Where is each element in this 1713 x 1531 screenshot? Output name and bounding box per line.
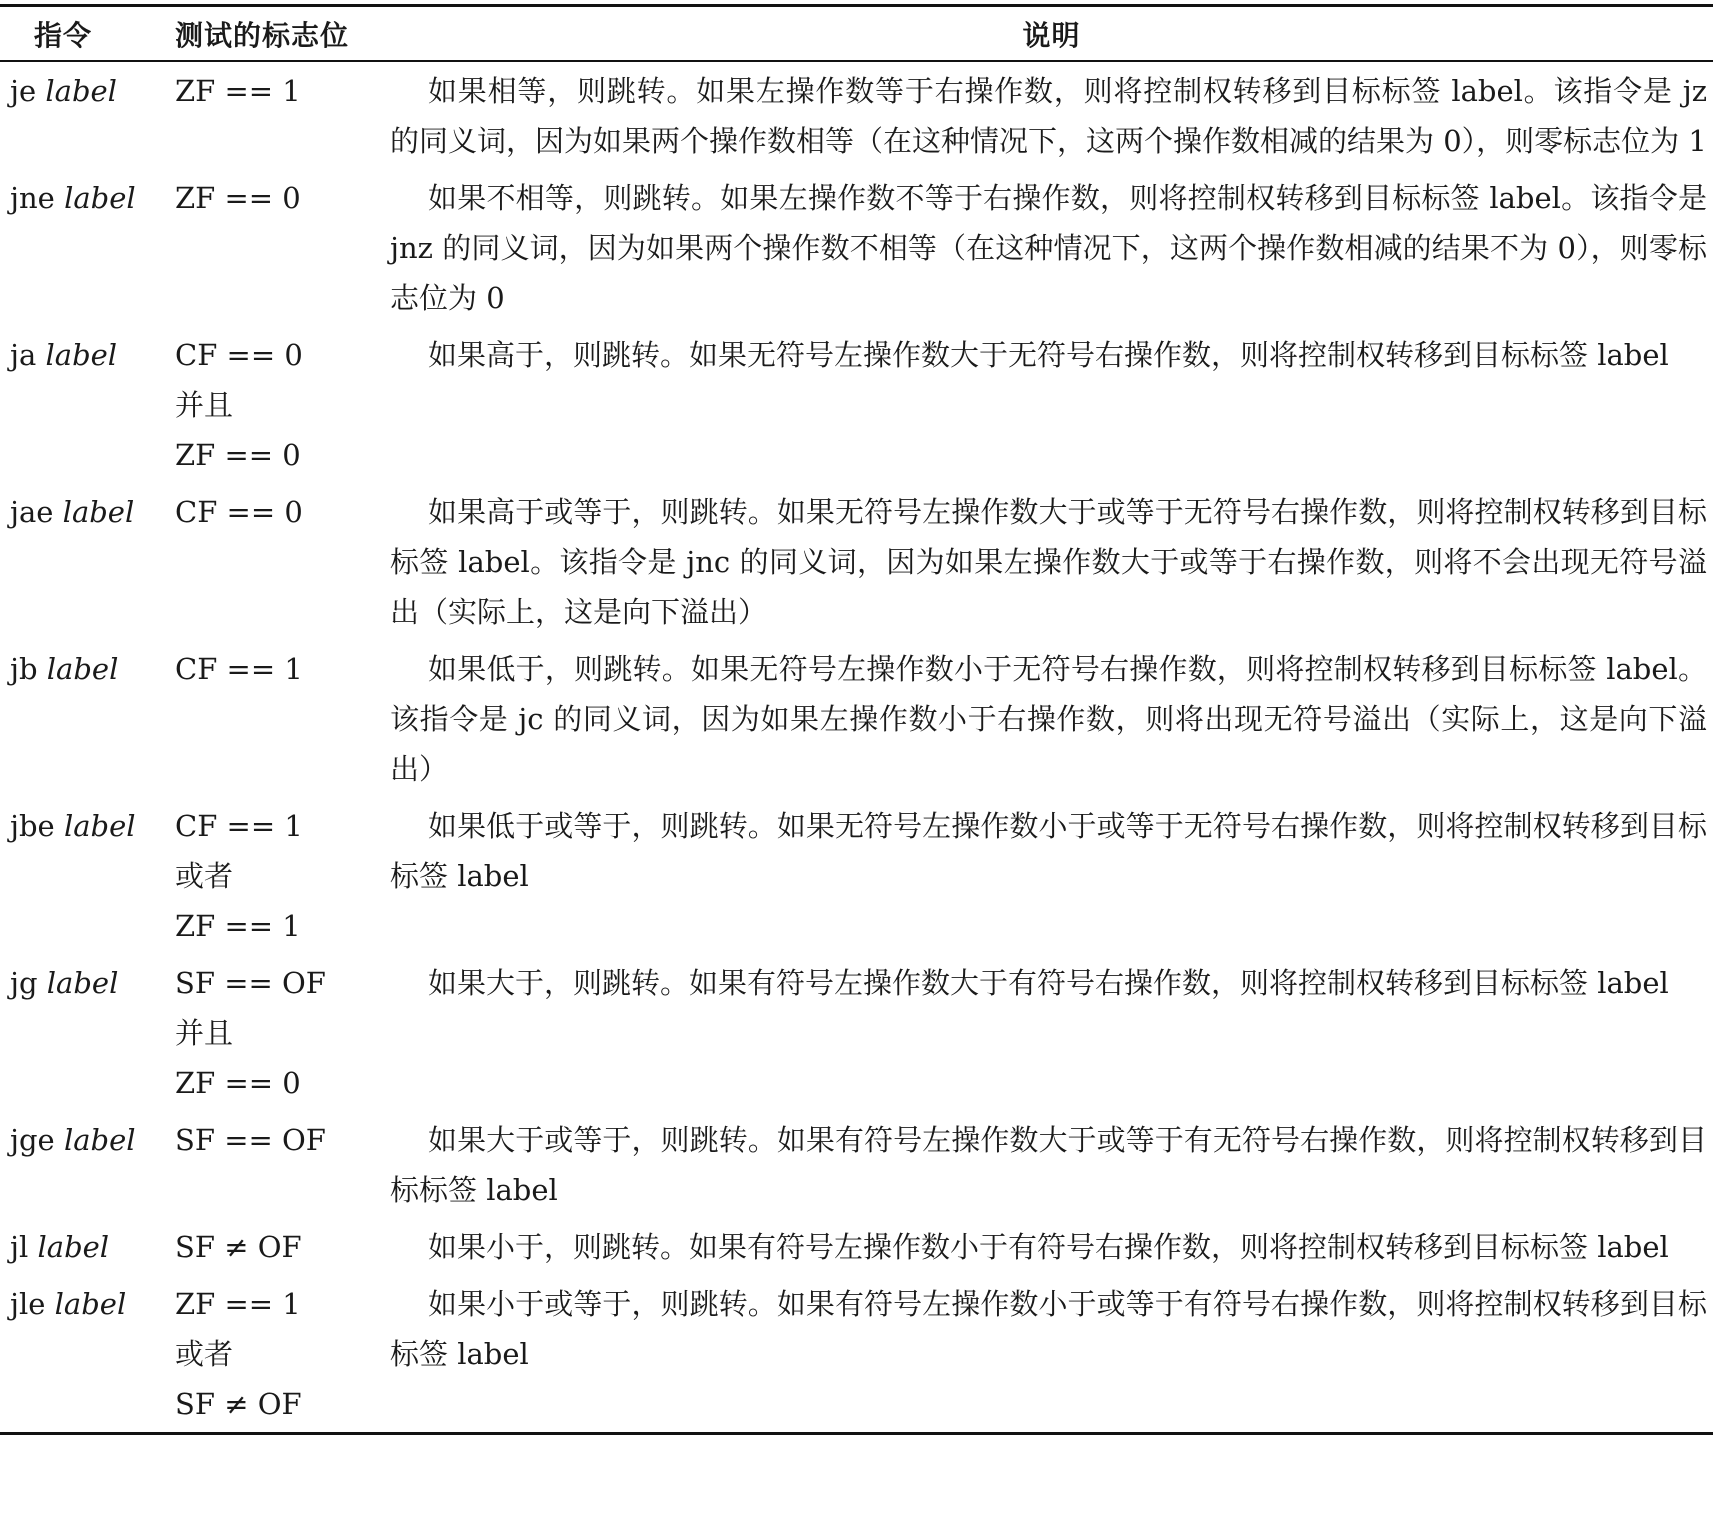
description-cell: 如果小于或等于，则跳转。如果有符号左操作数小于或等于有符号右操作数，则将控制权转移到目标标签 label: [390, 1287, 1707, 1371]
description-cell: 如果低于，则跳转。如果无符号左操作数小于无符号右操作数，则将控制权转移到目标标签 label。该指令是 jc 的同义词，因为如果左操作数小于右操作数，则将出现无符号溢出（实际上，这是向下溢出）: [390, 652, 1707, 786]
flag-condition: CF == 1: [175, 809, 303, 843]
flags-cell: [175, 483, 390, 640]
table-row: [0, 169, 1713, 326]
instruction-cell: [0, 61, 175, 169]
flag-condition: 或者: [175, 859, 234, 893]
instruction-operand: label: [63, 809, 136, 843]
jump-instruction-table: [0, 4, 1713, 1435]
table-row: [0, 1275, 1713, 1434]
table-header: [0, 6, 1713, 62]
description-cell: 如果小于，则跳转。如果有符号左操作数小于有符号右操作数，则将控制权转移到目标标签 label: [428, 1230, 1669, 1264]
description-cell: 如果相等，则跳转。如果左操作数等于右操作数，则将控制权转移到目标标签 label。该指令是 jz 的同义词，因为如果两个操作数相等（在这种情况下，这两个操作数相减的结果为 0），则零标志位为 1: [390, 74, 1707, 158]
instruction-operand: label: [37, 1230, 110, 1264]
header-flags: 测试的标志位: [175, 6, 390, 62]
instruction-cell: [0, 1275, 175, 1434]
instruction-operand: label: [46, 652, 119, 686]
flags-cell: [175, 797, 390, 954]
flags-cell: [175, 954, 390, 1111]
instruction-cell: [0, 1111, 175, 1218]
table-row: [0, 797, 1713, 954]
flags-cell: [175, 326, 390, 483]
instruction-cell: [0, 640, 175, 797]
table-row: [0, 326, 1713, 483]
description-cell: 如果大于，则跳转。如果有符号左操作数大于有符号右操作数，则将控制权转移到目标标签 label: [428, 966, 1669, 1000]
instruction-mnemonic: jge: [10, 1123, 55, 1157]
instruction-operand: label: [64, 181, 136, 215]
instruction-cell: [0, 483, 175, 640]
description-cell: 如果不相等，则跳转。如果左操作数不等于右操作数，则将控制权转移到目标标签 label。该指令是 jnz 的同义词，因为如果两个操作数不相等（在这种情况下，这两个操作数相减的结果不为 0），则零标志位为 0: [390, 181, 1707, 315]
instruction-cell: [0, 326, 175, 483]
table-row: [0, 483, 1713, 640]
instruction-operand: label: [63, 1123, 136, 1157]
instruction-operand: label: [46, 966, 119, 1000]
flag-condition: CF == 0: [175, 495, 303, 529]
flag-condition: SF ≠ OF: [175, 1387, 302, 1421]
instruction-operand: label: [45, 74, 117, 108]
table-row: [0, 640, 1713, 797]
flags-cell: [175, 61, 390, 169]
instruction-cell: [0, 1218, 175, 1275]
instruction-cell: [0, 797, 175, 954]
instruction-mnemonic: jb: [10, 652, 38, 686]
flag-condition: SF ≠ OF: [175, 1230, 302, 1264]
instruction-mnemonic: je: [10, 74, 37, 108]
instruction-mnemonic: jbe: [10, 809, 55, 843]
header-row: [0, 6, 1713, 62]
flags-cell: [175, 1275, 390, 1434]
flags-cell: [175, 1218, 390, 1275]
flag-condition: CF == 0: [175, 338, 303, 372]
flag-condition: ZF == 1: [175, 909, 301, 943]
flags-cell: [175, 1111, 390, 1218]
flag-condition: ZF == 0: [175, 438, 301, 472]
instruction-operand: label: [54, 1287, 127, 1321]
description-cell: 如果低于或等于，则跳转。如果无符号左操作数小于或等于无符号右操作数，则将控制权转移到目标标签 label: [390, 809, 1707, 893]
table-row: [0, 1111, 1713, 1218]
table-row: [0, 61, 1713, 169]
description-cell: 如果大于或等于，则跳转。如果有符号左操作数大于或等于有无符号右操作数，则将控制权转移到目标标签 label: [390, 1123, 1707, 1207]
instruction-mnemonic: jg: [10, 966, 38, 1000]
flag-condition: ZF == 1: [175, 74, 301, 108]
instruction-mnemonic: ja: [10, 338, 37, 372]
flag-condition: SF == OF: [175, 1123, 326, 1157]
header-instruction: 指令: [0, 6, 175, 62]
flags-cell: [175, 169, 390, 326]
description-cell: 如果高于，则跳转。如果无符号左操作数大于无符号右操作数，则将控制权转移到目标标签 label: [428, 338, 1669, 372]
instruction-mnemonic: jae: [10, 495, 54, 529]
flag-condition: 并且: [175, 388, 234, 422]
flag-condition: 或者: [175, 1337, 234, 1371]
instruction-mnemonic: jne: [10, 181, 55, 215]
instruction-mnemonic: jle: [10, 1287, 46, 1321]
header-description: 说明: [390, 6, 1713, 62]
flag-condition: ZF == 0: [175, 181, 301, 215]
flag-condition: CF == 1: [175, 652, 303, 686]
instruction-cell: [0, 169, 175, 326]
instruction-operand: label: [62, 495, 135, 529]
instruction-mnemonic: jl: [10, 1230, 29, 1264]
instruction-operand: label: [45, 338, 118, 372]
flag-condition: 并且: [175, 1016, 234, 1050]
description-cell: 如果高于或等于，则跳转。如果无符号左操作数大于或等于无符号右操作数，则将控制权转移到目标标签 label。该指令是 jnc 的同义词，因为如果左操作数大于或等于右操作数，则将不会出现无符号溢出（实际上，这是向下溢出）: [390, 495, 1707, 629]
flag-condition: SF == OF: [175, 966, 326, 1000]
flags-cell: [175, 640, 390, 797]
flag-condition: ZF == 1: [175, 1287, 301, 1321]
instruction-cell: [0, 954, 175, 1111]
table-row: [0, 954, 1713, 1111]
table-body: [0, 61, 1713, 1434]
table-row: [0, 1218, 1713, 1275]
flag-condition: ZF == 0: [175, 1066, 301, 1100]
